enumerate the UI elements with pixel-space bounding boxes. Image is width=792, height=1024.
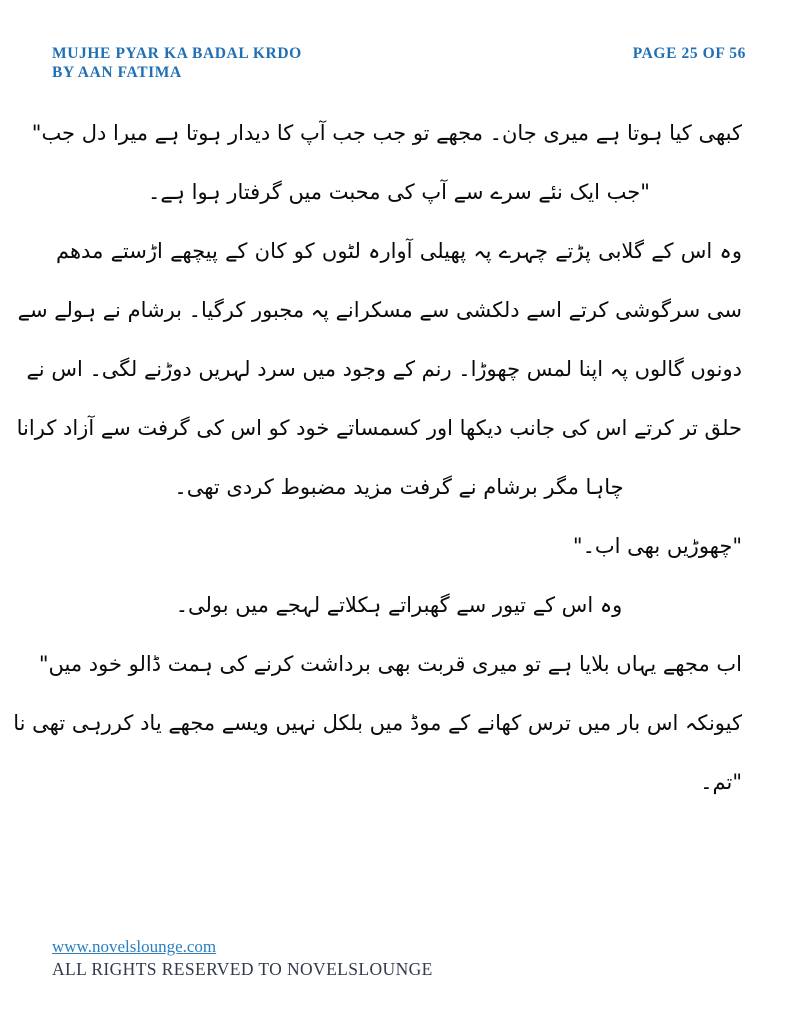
book-title: MUJHE PYAR KA BADAL KRDO xyxy=(52,45,302,62)
body-line: دونوں گالوں پہ اپنا لمس چھوڑا۔ رنم کے وجود میں سرد لہریں دوڑنے لگی۔ اس نے xyxy=(26,357,742,381)
body-line: کیونکہ اس بار میں ترس کھانے کے موڈ میں بلکل نہیں ویسے مجھے یاد کررہی تھی نا xyxy=(13,711,742,735)
body-line: سی سرگوشی کرتے اسے دلکشی سے مسکرانے پہ مجبور کرگیا۔ برشام نے ہولے سے xyxy=(17,298,742,322)
website-link[interactable]: www.novelslounge.com xyxy=(52,937,217,956)
body-line: چاہا مگر برشام نے گرفت مزید مضبوط کردی تھی۔ xyxy=(174,475,624,499)
body-line: کبھی کیا ہوتا ہے میری جان۔ مجھے تو جب جب آپ کا دیدار ہوتا ہے میرا دل جب" xyxy=(31,121,742,145)
page-indicator: PAGE 25 OF 56 xyxy=(632,45,746,62)
book-author: BY AAN FATIMA xyxy=(52,64,182,81)
body-line: اب مجھے یہاں بلایا ہے تو میری قربت بھی برداشت کرنے کی ہمت ڈالو خود میں" xyxy=(38,652,742,676)
body-line: "تم۔ xyxy=(700,770,742,794)
body-line: "جب ایک نئے سرے سے آپ کی محبت میں گرفتار ہوا ہے۔ xyxy=(148,180,650,204)
page-body-text xyxy=(13,104,742,812)
body-line: وہ اس کے تیور سے گھبراتے ہکلاتے لہجے میں بولی۔ xyxy=(175,593,623,617)
header-book-info xyxy=(52,44,302,82)
copyright-notice: ALL RIGHTS RESERVED TO NOVELSLOUNGE xyxy=(52,959,433,979)
body-line: وہ اس کے گلابی پڑتے چہرے پہ پھیلی آوارہ لٹوں کو کان کے پیچھے اڑستے مدھم xyxy=(56,239,742,263)
body-line: حلق تر کرتے اس کی جانب دیکھا اور کسمساتے خود کو اس کی گرفت سے آزاد کرانا xyxy=(16,416,742,440)
page-header xyxy=(52,44,746,88)
page-footer xyxy=(52,937,652,980)
body-line: "چھوڑیں بھی اب۔" xyxy=(572,534,742,558)
